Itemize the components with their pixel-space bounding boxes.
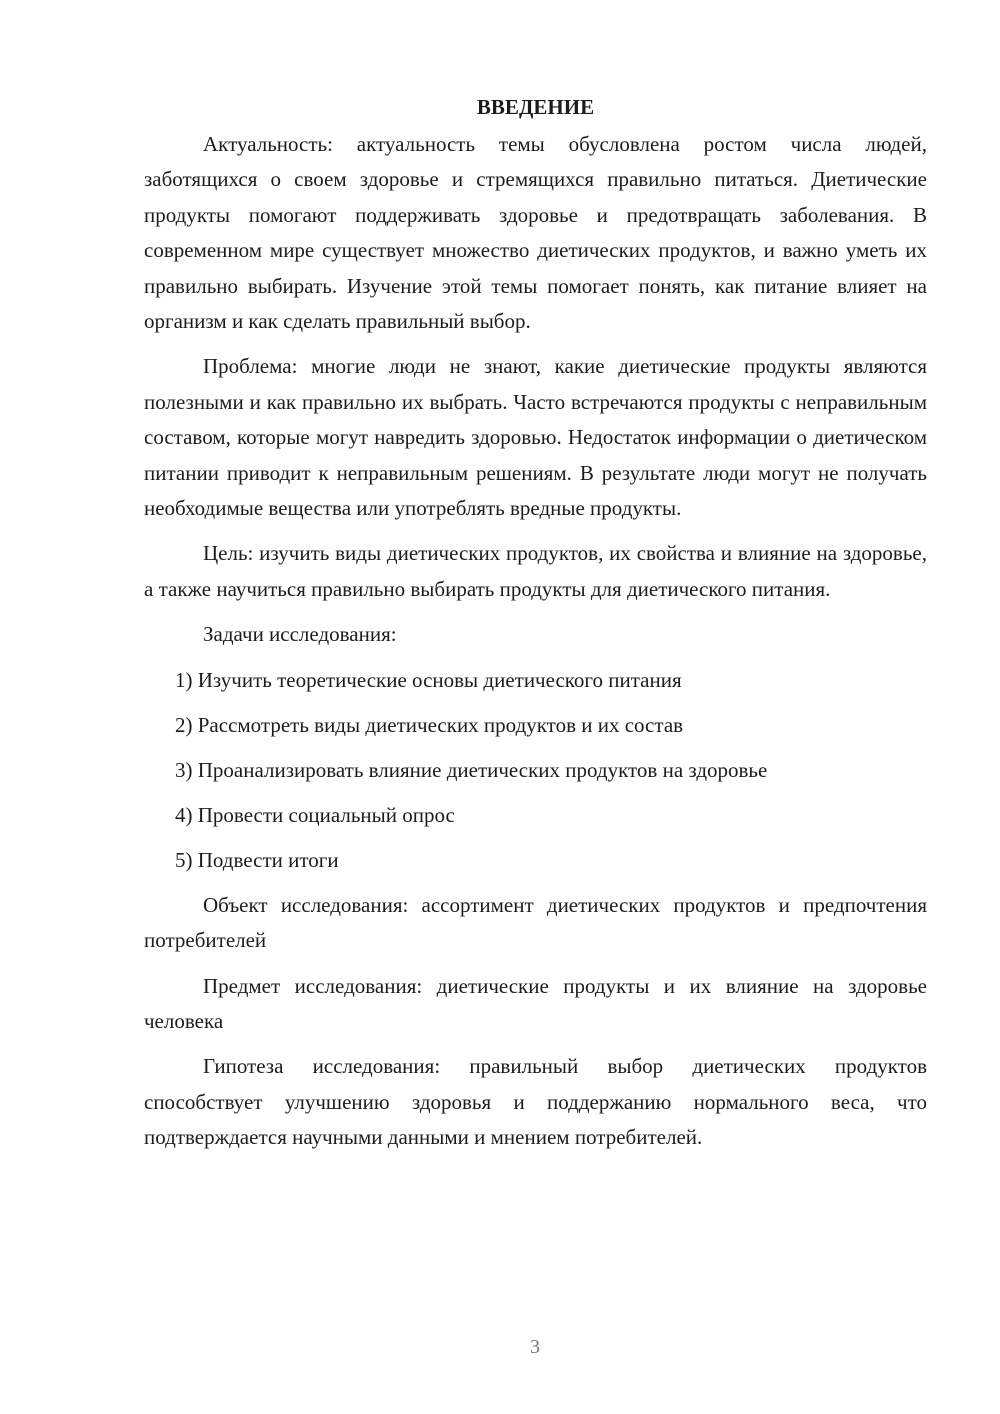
task-item: 5) Подвести итоги (175, 847, 339, 872)
paragraph-problem: Проблема: многие люди не знают, какие диетические продукты являются полезными и как правильно их выбрать. Часто встречаются продукты с неправильным составом, которые могут навредить здоровью. Недостаток информации о диетическом питании приводит к неправильным решениям. В результате люди могут не получать необходимые вещества или употреблять вредные продукты. (144, 354, 927, 521)
paragraph-relevance: Актуальность: актуальность темы обусловлена ростом числа людей, заботящихся о своем здоровье и стремящихся правильно питаться. Диетические продукты помогают поддерживать здоровье и предотвращать заболевания. В современном мире существует множество диетических продуктов, и важно уметь их правильно выбирать. Изучение этой темы помогает понять, как питание влияет на организм и как сделать правильный выбор. (144, 132, 927, 334)
paragraph-goal: Цель: изучить виды диетических продуктов, их свойства и влияние на здоровье, а также научиться правильно выбирать продукты для диетического питания. (144, 541, 927, 601)
task-item: 3) Проанализировать влияние диетических продуктов на здоровье (175, 757, 768, 782)
task-item: 2) Рассмотреть виды диетических продуктов и их состав (175, 712, 684, 737)
page-number: 3 (530, 1336, 540, 1358)
page-title: ВВЕДЕНИЕ (476, 95, 595, 119)
tasks-heading: Задачи исследования: (203, 622, 397, 647)
document-page (144, 90, 927, 1166)
task-item: 1) Изучить теоретические основы диетического питания (175, 667, 682, 692)
paragraph-subject: Предмет исследования: диетические продукты и их влияние на здоровье человека (144, 973, 927, 1033)
paragraph-object: Объект исследования: ассортимент диетических продуктов и предпочтения потребителей (144, 892, 927, 953)
task-list (144, 663, 927, 878)
task-item: 4) Провести социальный опрос (175, 802, 455, 827)
paragraph-hypothesis: Гипотеза исследования: правильный выбор диетических продуктов способствует улучшению здоровья и поддержанию нормального веса, что подтверждается научными данными и мнением потребителей. (144, 1054, 927, 1150)
